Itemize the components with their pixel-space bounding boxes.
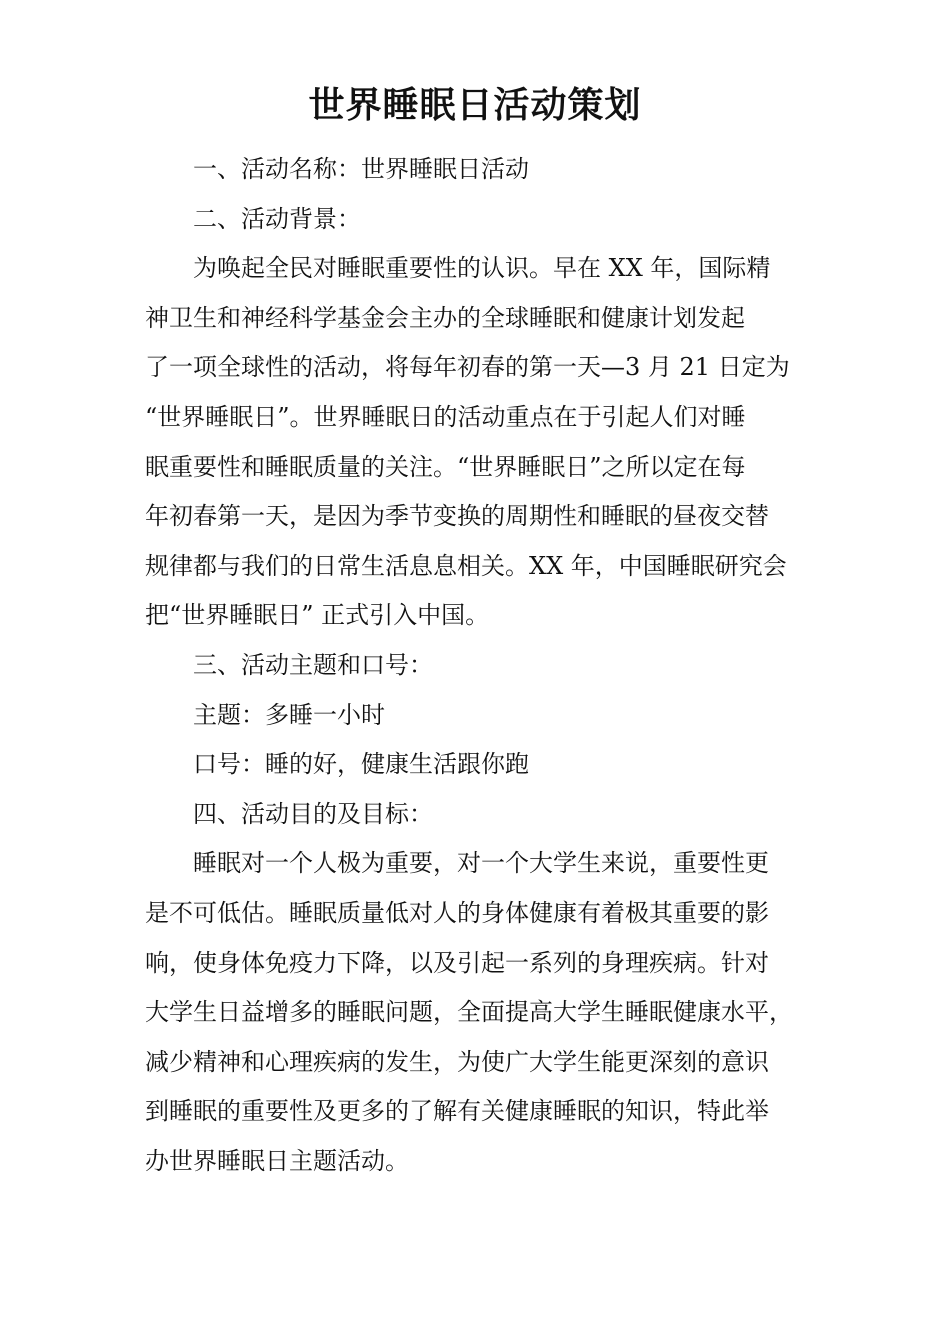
background-line-8: 把“世界睡眠日” 正式引入中国。 xyxy=(145,601,490,630)
goal-paragraph xyxy=(145,839,825,1186)
goal-line-1: 睡眠对一个人极为重要，对一个大学生来说，重要性更 xyxy=(193,849,769,878)
goal-line-3: 响，使身体免疫力下降，以及引起一系列的身理疾病。针对 xyxy=(145,948,769,977)
goal-line-6: 到睡眠的重要性及更多的了解有关健康睡眠的知识，特此举 xyxy=(145,1097,769,1126)
background-line-6: 年初春第一天，是因为季节变换的周期性和睡眠的昼夜交替 xyxy=(145,502,769,531)
background-line-1: 为唤起全民对睡眠重要性的认识。早在 XX 年，国际精 xyxy=(193,254,771,283)
goal-line-2: 是不可低估。睡眠质量低对人的身体健康有着极其重要的影 xyxy=(145,898,769,927)
section-background-heading: 二、活动背景： xyxy=(193,204,361,233)
background-line-4: “世界睡眠日”。世界睡眠日的活动重点在于引起人们对睡 xyxy=(145,402,746,431)
document-title: 世界睡眠日活动策划 xyxy=(308,85,642,126)
document-body xyxy=(145,145,825,1186)
goal-line-4: 大学生日益增多的睡眠问题，全面提高大学生睡眠健康水平， xyxy=(145,998,793,1027)
theme-line: 主题：多睡一小时 xyxy=(193,700,385,729)
background-line-5: 眠重要性和睡眠质量的关注。“世界睡眠日”之所以定在每 xyxy=(145,452,746,481)
section-goal-heading: 四、活动目的及目标： xyxy=(193,799,433,828)
background-line-3: 了一项全球性的活动，将每年初春的第一天—3 月 21 日定为 xyxy=(145,353,790,382)
goal-line-7: 办世界睡眠日主题活动。 xyxy=(145,1146,409,1175)
background-line-2: 神卫生和神经科学基金会主办的全球睡眠和健康计划发起 xyxy=(145,303,745,332)
background-line-7: 规律都与我们的日常生活息息相关。XX 年，中国睡眠研究会 xyxy=(145,551,787,580)
slogan-line: 口号：睡的好，健康生活跟你跑 xyxy=(193,750,529,779)
section-theme-heading: 三、活动主题和口号： xyxy=(193,650,433,679)
section-activity-name: 一、活动名称：世界睡眠日活动 xyxy=(193,155,529,183)
goal-line-5: 减少精神和心理疾病的发生，为使广大学生能更深刻的意识 xyxy=(145,1047,769,1076)
background-paragraph xyxy=(145,244,825,641)
